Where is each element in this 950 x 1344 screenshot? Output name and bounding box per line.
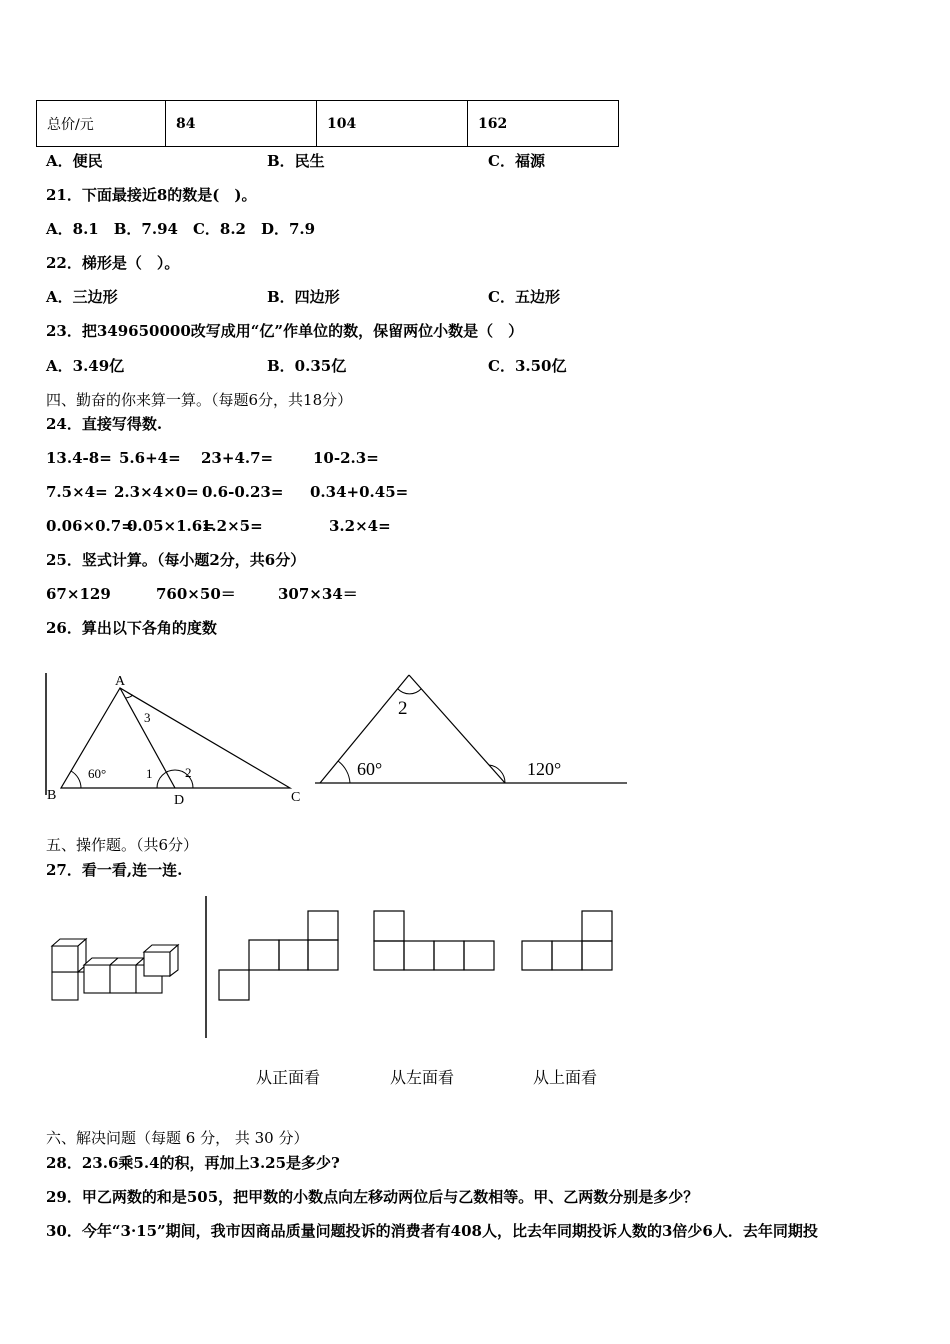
view-shape-1 (219, 911, 338, 1000)
q25-item: 67×129 (46, 585, 111, 603)
section-6-title: 六、解决问题（每题 6 分， 共 30 分） (46, 1129, 309, 1147)
label-c: C (291, 790, 301, 805)
cube-face (144, 952, 170, 976)
section-4-title: 四、勤奋的你来算一算。（每题6分，共18分） (46, 391, 353, 409)
angle-b-arc (71, 771, 81, 788)
q22-option-b: B．四边形 (267, 288, 340, 306)
cube-face (110, 965, 136, 993)
q24-expr: 10-2.3= (313, 449, 379, 467)
q20-option-a: A．便民 (46, 152, 103, 170)
view-label-front: 从正面看 (256, 1068, 321, 1087)
right-side (409, 675, 505, 783)
q24-expr: 0.6-0.23= (202, 483, 284, 501)
q28-stem: 28．23.6乘5.4的积，再加上3.25是多少? (46, 1154, 340, 1172)
q23-option-b: B．0.35亿 (267, 357, 347, 375)
price-table (36, 100, 619, 147)
table-header-cell: 总价/元 (37, 101, 166, 147)
q26-stem: 26．算出以下各角的度数 (46, 619, 217, 637)
label-d: D (174, 793, 185, 808)
view-label-top: 从上面看 (533, 1068, 598, 1087)
angle-figures (0, 655, 950, 815)
triangle-figure-exterior (315, 675, 627, 783)
angle-2-label: 2 (398, 698, 408, 719)
q30-stem: 30．今年“3·15”期间，我市因商品质量问题投诉的消费者有408人，比去年同期投诉人数的3倍少6人．去年同期投 (46, 1222, 818, 1240)
angle-60-label: 60° (357, 759, 383, 779)
q24-expr: 0.05×1.6= (127, 517, 215, 535)
angle-1-label: 1 (146, 766, 153, 781)
q24-expr: 2.3×4×0= (114, 483, 199, 501)
angle-b-value: 60° (88, 766, 107, 781)
q24-expr: 13.4-8= (46, 449, 112, 467)
table-cell: 162 (468, 101, 619, 147)
angle-3-label: 3 (144, 710, 151, 725)
table-cell: 84 (166, 101, 317, 147)
view-label-left: 从左面看 (390, 1068, 455, 1087)
q21-options: A．8.1 B．7.94 C．8.2 D．7.9 (46, 220, 316, 238)
view-figures (0, 890, 950, 1050)
q20-option-c: C．福源 (488, 152, 545, 170)
q25-stem: 25．竖式计算。（每小题2分，共6分） (46, 551, 306, 569)
angle-120-label: 120° (527, 759, 562, 779)
angle-60-arc (338, 761, 350, 783)
table-row (37, 101, 619, 147)
triangle-figure-abc (46, 673, 300, 808)
view-shape-2 (374, 911, 494, 970)
q24-expr: 0.06×0.7= (46, 517, 134, 535)
cube-face (52, 946, 78, 972)
q23-option-a: A．3.49亿 (46, 357, 125, 375)
q24-expr: 7.5×4= (46, 483, 108, 501)
q24-expr: 23+4.7= (201, 449, 274, 467)
q24-expr: 1.2×5= (201, 517, 263, 535)
angle-2-arc (398, 689, 421, 694)
cube-face (52, 972, 78, 1000)
label-a: A (115, 674, 126, 689)
label-b: B (47, 788, 57, 803)
cube-solid-figure (52, 939, 178, 1000)
q20-option-b: B．民生 (267, 152, 325, 170)
cube-face (84, 965, 110, 993)
angle-2-label: 2 (185, 765, 192, 780)
q22-option-a: A．三边形 (46, 288, 118, 306)
angle-a-arc (125, 695, 133, 698)
view-shape-3 (522, 911, 612, 970)
q25-item: 760×50＝ (156, 585, 236, 603)
q27-stem: 27．看一看,连一连. (46, 861, 183, 879)
q23-stem: 23．把349650000改写成用“亿”作单位的数，保留两位小数是（ ） (46, 322, 524, 340)
q25-item: 307×34＝ (278, 585, 358, 603)
q24-expr: 3.2×4= (329, 517, 391, 535)
q21-stem: 21．下面最接近8的数是( )。 (46, 186, 257, 204)
table-cell: 104 (317, 101, 468, 147)
q29-stem: 29．甲乙两数的和是505，把甲数的小数点向左移动两位后与乙数相等。甲、乙两数分别是多少？ (46, 1188, 699, 1206)
q23-option-c: C．3.50亿 (488, 357, 567, 375)
q22-option-c: C．五边形 (488, 288, 560, 306)
q24-stem: 24．直接写得数. (46, 415, 163, 433)
section-5-title: 五、操作题。（共6分） (46, 836, 199, 854)
q24-expr: 0.34+0.45= (310, 483, 409, 501)
q24-expr: 5.6+4= (119, 449, 181, 467)
q22-stem: 22．梯形是（ ）。 (46, 254, 180, 272)
